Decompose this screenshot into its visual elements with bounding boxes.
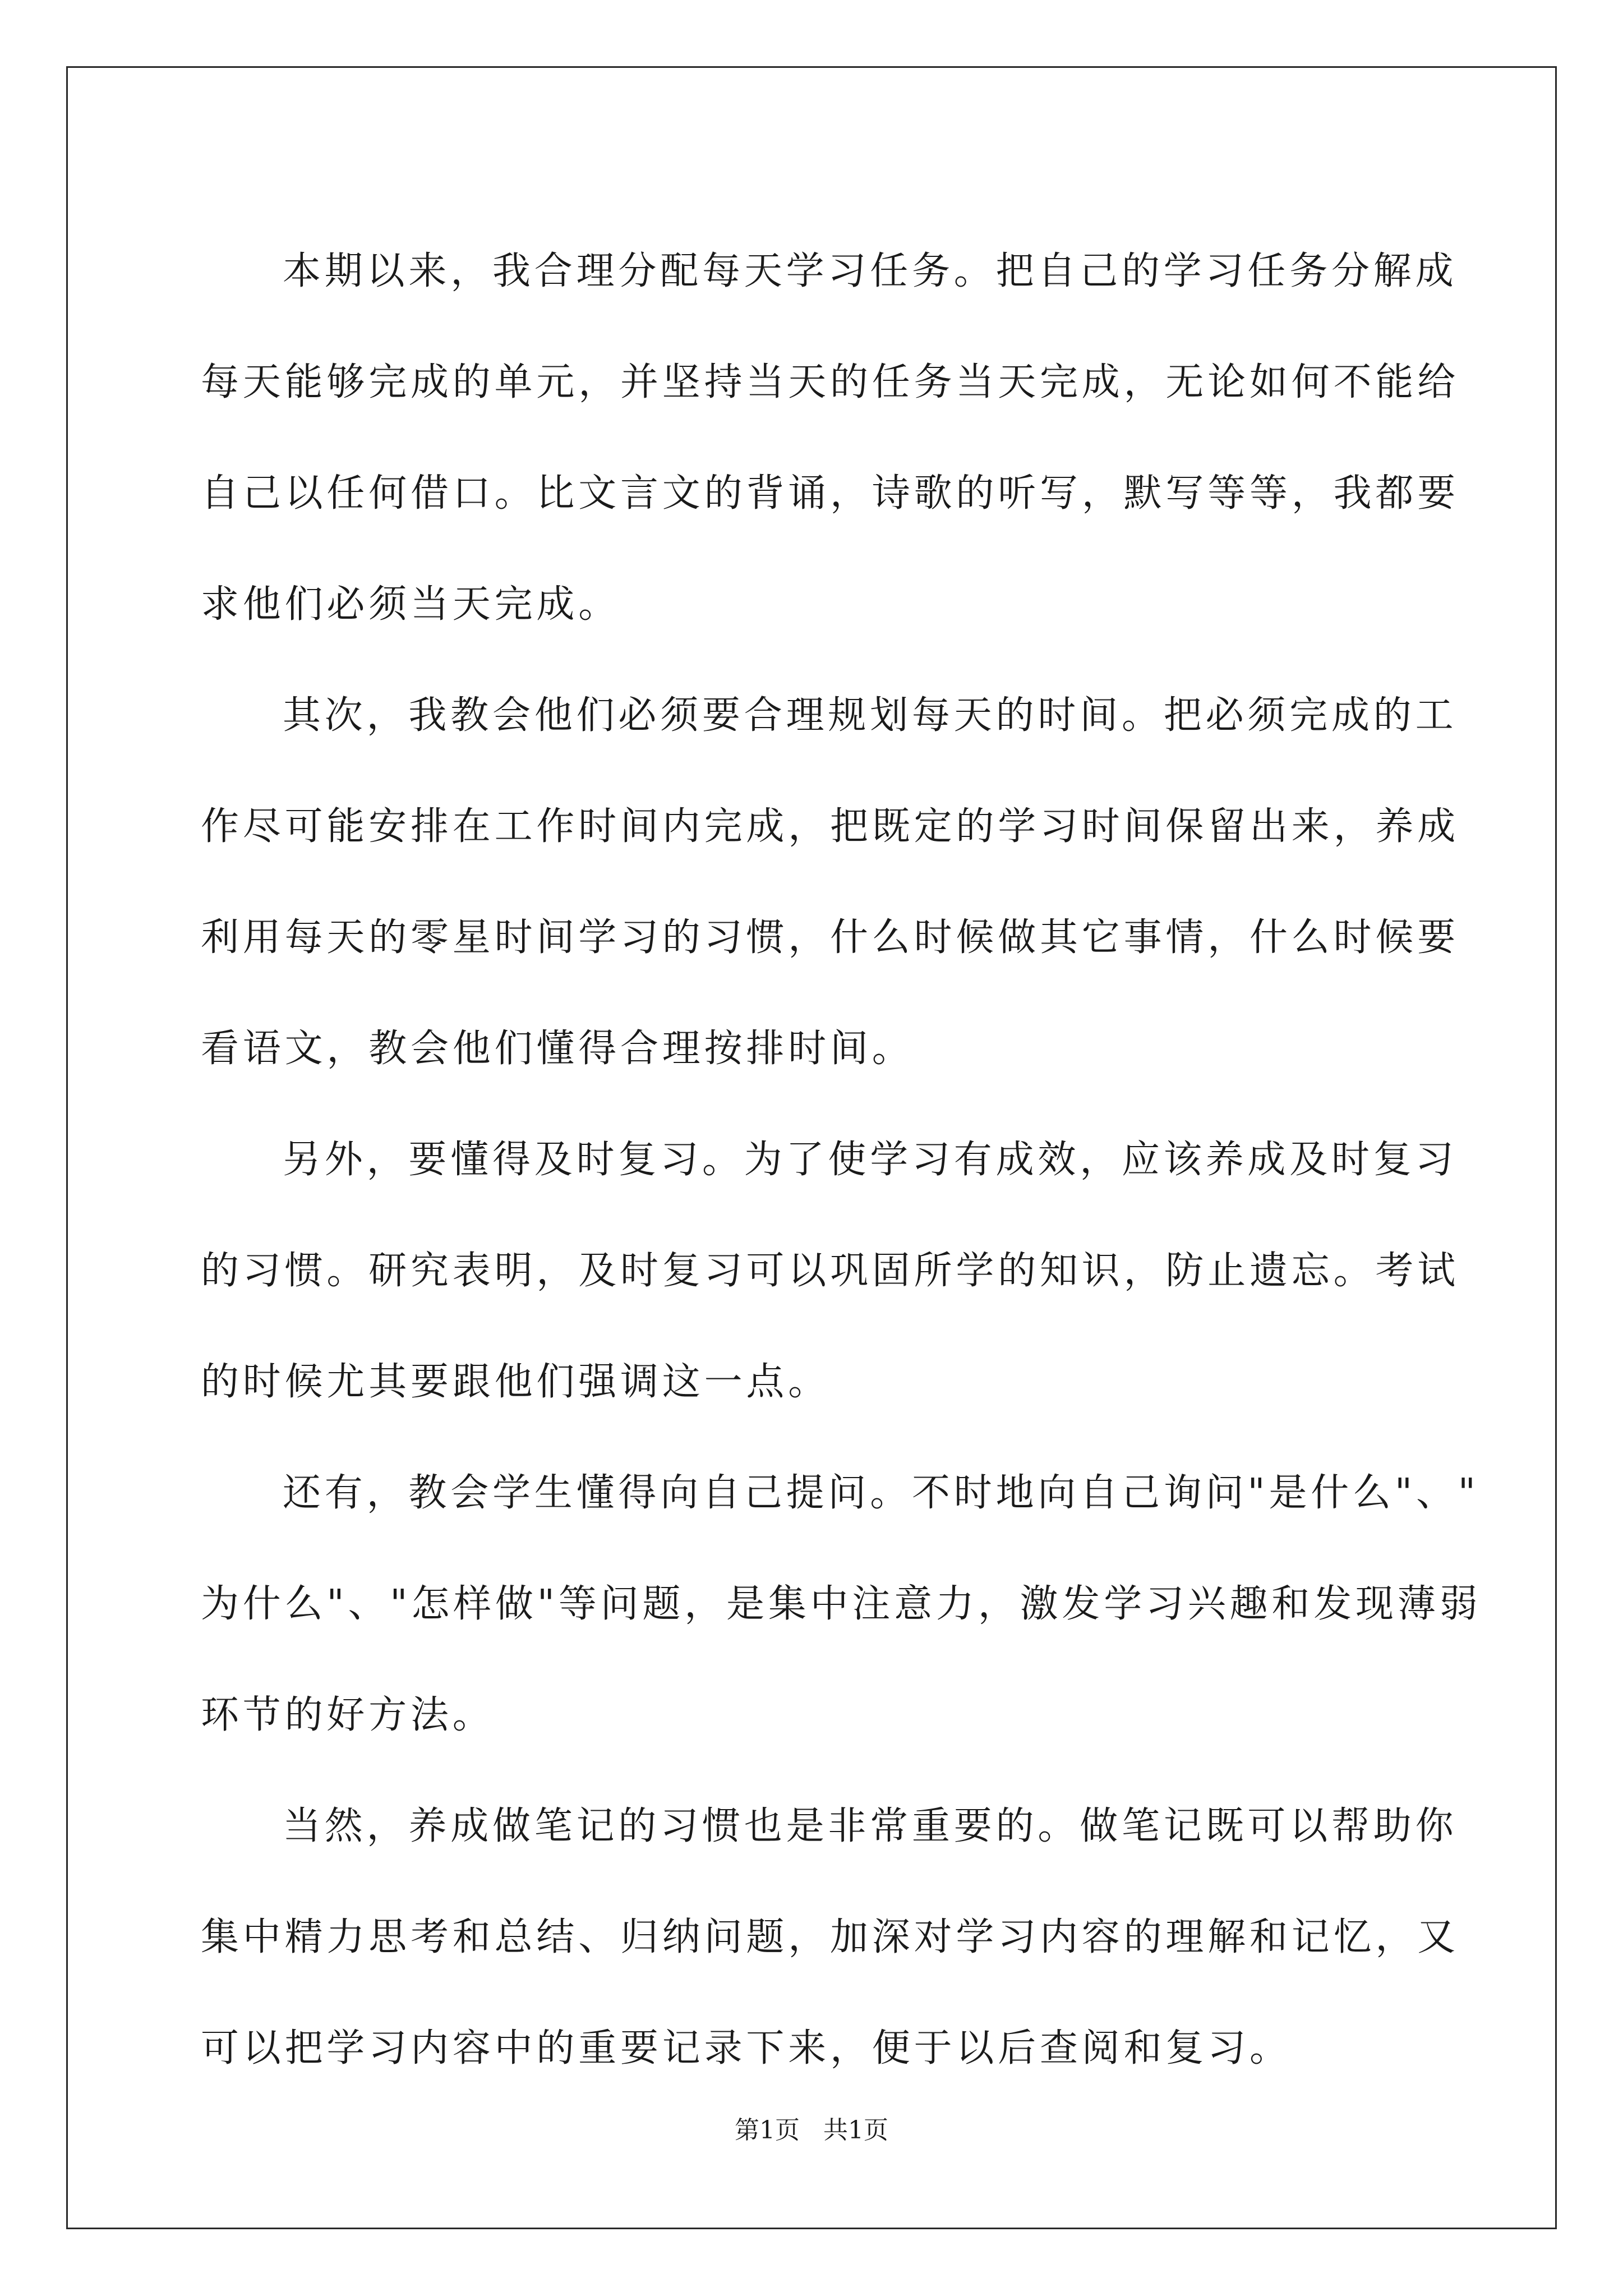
page-total: 共1页 bbox=[823, 2116, 888, 2145]
paragraph-2-line-1: 其次，我教会他们必须要合理规划每天的时间。把必须完成的工 bbox=[283, 693, 1458, 738]
paragraph-4-line-2: 为什么"、"怎样做"等问题，是集中注意力，激发学习兴趣和发现薄弱 bbox=[201, 1582, 1482, 1626]
paragraph-1-line-2: 每天能够完成的单元，并坚持当天的任务当天完成，无论如何不能给 bbox=[201, 360, 1460, 404]
paragraph-2-line-4: 看语文，教会他们懂得合理按排时间。 bbox=[201, 1027, 914, 1071]
paragraph-1-line-3: 自己以任何借口。比文言文的背诵，诗歌的听写，默写等等，我都要 bbox=[201, 471, 1460, 516]
paragraph-5-line-1: 当然，养成做笔记的习惯也是非常重要的。做笔记既可以帮助你 bbox=[283, 1804, 1458, 1848]
page-number: 第1页 bbox=[735, 2116, 800, 2145]
paragraph-4-line-3: 环节的好方法。 bbox=[201, 1693, 495, 1737]
paragraph-5-line-2: 集中精力思考和总结、归纳问题，加深对学习内容的理解和记忆，又 bbox=[201, 1915, 1460, 1959]
paragraph-2-line-2: 作尽可能安排在工作时间内完成，把既定的学习时间保留出来，养成 bbox=[201, 804, 1460, 849]
paragraph-4-line-1: 还有，教会学生懂得向自己提问。不时地向自己询问"是什么"、" bbox=[283, 1471, 1479, 1515]
paragraph-3-line-2: 的习惯。研究表明，及时复习可以巩固所学的知识，防止遗忘。考试 bbox=[201, 1249, 1460, 1293]
paragraph-3-line-3: 的时候尤其要跟他们强调这一点。 bbox=[201, 1360, 831, 1404]
paragraph-2-line-3: 利用每天的零星时间学习的习惯，什么时候做其它事情，什么时候要 bbox=[201, 915, 1460, 960]
paragraph-1-line-1: 本期以来，我合理分配每天学习任务。把自己的学习任务分解成 bbox=[283, 249, 1458, 293]
page-footer bbox=[0, 2114, 1623, 2147]
document-body bbox=[201, 216, 1482, 2104]
paragraph-5-line-3: 可以把学习内容中的重要记录下来，便于以后查阅和复习。 bbox=[201, 2026, 1292, 2070]
paragraph-1-line-4: 求他们必须当天完成。 bbox=[201, 582, 621, 627]
paragraph-3-line-1: 另外，要懂得及时复习。为了使学习有成效，应该养成及时复习 bbox=[283, 1138, 1458, 1182]
